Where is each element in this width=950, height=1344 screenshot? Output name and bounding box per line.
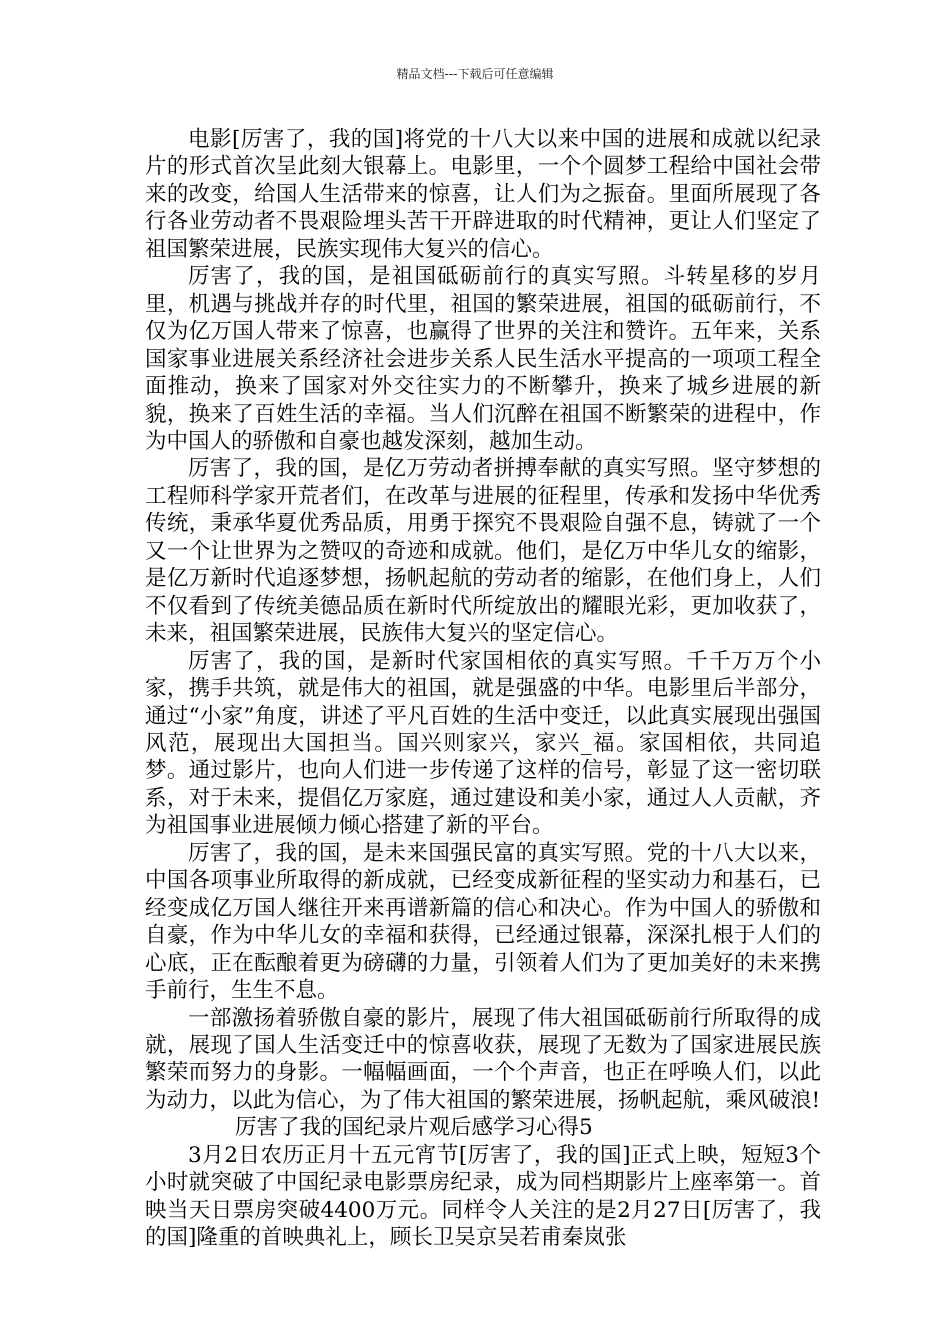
paragraph-2: 厉害了，我的国，是祖国砥砺前行的真实写照。斗转星移的岁月里，机遇与挑战并存的时代里，祖国的繁荣进展，祖国的砥砺前行，不仅为亿万国人带来了惊喜，也赢得了世界的关注和赞许。五年来，关系国家事业进展关系经济社会进步关系人民生活水平提高的一项项工程全面推动，换来了国家对外交往实力的不断攀升，换来了城乡进展的新貌，换来了百姓生活的幸福。当人们沉醉在祖国不断繁荣的进程中，作为中国人的骄傲和自豪也越发深刻，越加生动。: [145, 264, 821, 454]
paragraph-6: 一部激扬着骄傲自豪的影片，展现了伟大祖国砥砺前行所取得的成就，展现了国人生活变迁中的惊喜收获，展现了无数为了国家进展民族繁荣而努力的身影。一幅幅画面，一个个声音，也正在呼唤人们，以此为动力，以此为信心，为了伟大祖国的繁荣进展，扬帆起航，乘风破浪!: [145, 1005, 821, 1113]
paragraph-1: 电影[厉害了，我的国]将党的十八大以来中国的进展和成就以纪录片的形式首次呈此刻大银幕上。电影里，一个个圆梦工程给中国社会带来的改变，给国人生活带来的惊喜，让人们为之振奋。里面所展现了各行各业劳动者不畏艰险埋头苦干开辟进取的时代精神，更让人们坚定了祖国繁荣进展，民族实现伟大复兴的信心。: [145, 127, 821, 262]
paragraph-4: 厉害了，我的国，是新时代家国相依的真实写照。千千万万个小家，携手共筑，就是伟大的祖国，就是强盛的中华。电影里后半部分，通过“小家”角度，讲述了平凡百姓的生活中变迁，以此真实展现出强国风范，展现出大国担当。国兴则家兴，家兴_福。家国相依，共同追梦。通过影片，也向人们进一步传递了这样的信号，彰显了这一密切联系，对于未来，提倡亿万家庭，通过建设和美小家，通过人人贡献，齐为祖国事业进展倾力倾心搭建了新的平台。: [145, 648, 821, 839]
paragraph-7: 3月2日农历正月十五元宵节[厉害了，我的国]正式上映，短短3个小时就突破了中国纪录电影票房纪录，成为同档期影片上座率第一。首映当天日票房突破4400万元。同样令人关注的是2月27日[厉害了，我的国]隆重的首映典礼上，顾长卫吴京吴若甫秦岚张: [145, 1142, 821, 1251]
paragraph-5: 厉害了，我的国，是未来国强民富的真实写照。党的十八大以来，中国各项事业所取得的新成就，已经变成新征程的坚实动力和基石，已经变成亿万国人继往开来再谱新篇的信心和决心。作为中国人的骄傲和自豪，作为中华儿女的幸福和获得，已经通过银幕，深深扎根于人们的心底，正在酝酿着更为磅礴的力量，引领着人们为了更加美好的未来携手前行，生生不息。: [145, 840, 821, 1004]
document-body: [145, 126, 821, 1252]
section-subtitle: 厉害了我的国纪录片观后感学习心得5: [235, 1115, 593, 1141]
page-header: 精品文档---下载后可任意编辑: [396, 67, 554, 81]
paragraph-3: 厉害了，我的国，是亿万劳动者拼搏奉献的真实写照。坚守梦想的工程师科学家开荒者们，在改革与进展的征程里，传承和发扬中华优秀传统，秉承华夏优秀品质，用勇于探究不畏艰险自强不息，铸就了一个又一个让世界为之赞叹的奇迹和成就。他们，是亿万中华儿女的缩影，是亿万新时代追逐梦想，扬帆起航的劳动者的缩影，在他们身上，人们不仅看到了传统美德品质在新时代所绽放出的耀眼光彩，更加收获了，未来，祖国繁荣进展，民族伟大复兴的坚定信心。: [145, 456, 821, 647]
